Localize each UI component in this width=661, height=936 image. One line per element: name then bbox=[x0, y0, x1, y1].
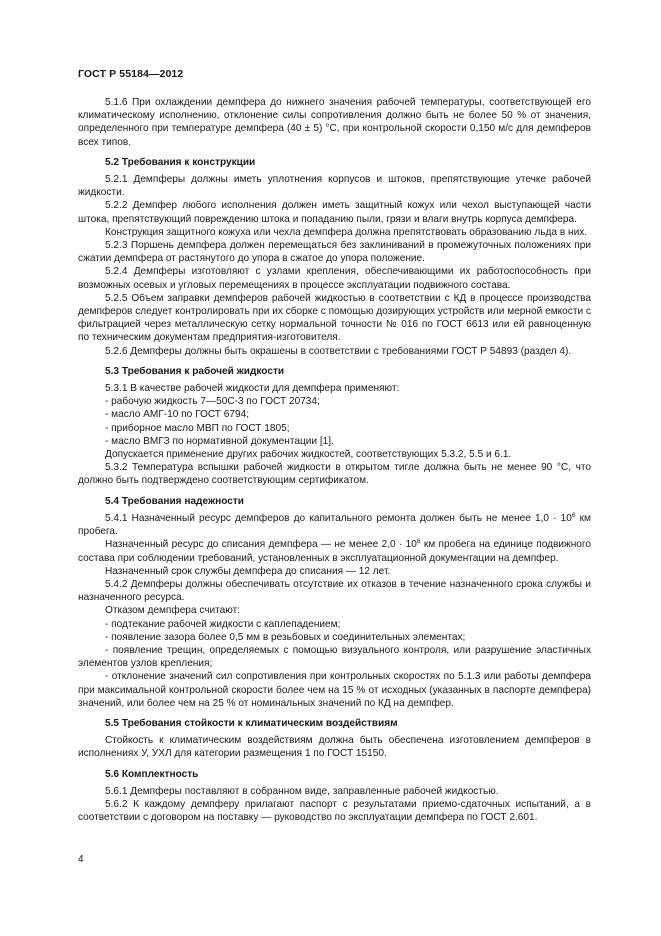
paragraph-5-2-6: 5.2.6 Демпферы должны быть окрашены в соответствии с требованиями ГОСТ Р 54893 (раздел 4). bbox=[105, 345, 572, 357]
list-item: - подтекание рабочей жидкости с каплепадением; bbox=[105, 618, 341, 630]
section-heading-5-6: 5.6 Комплектность bbox=[105, 768, 199, 780]
page-header: ГОСТ Р 55184—2012 bbox=[78, 68, 184, 80]
exponent: 6 bbox=[571, 511, 576, 519]
paragraph-5-3-1: 5.3.1 В качестве рабочей жидкости для демпфера применяют: bbox=[105, 383, 400, 395]
list-item: - появление зазора более 0,5 мм в резьбовых и соединительных элементах; bbox=[105, 631, 466, 643]
section-heading-5-4: 5.4 Требования надежности bbox=[105, 495, 244, 507]
page-body bbox=[78, 96, 591, 824]
section-heading-5-3: 5.3 Требования к рабочей жидкости bbox=[105, 365, 285, 377]
paragraph-5-4-1-service-life: Назначенный срок службы демпфера до списания — 12 лет. bbox=[105, 565, 391, 577]
list-item: - масло ВМГЗ по нормативной документации [1]. bbox=[105, 435, 334, 447]
paragraph-5-4-1-resource-end: км пробега на единице подвижного состава при соблюдении требований, установленных в эксплуатационной документации на демпфер. bbox=[78, 539, 591, 564]
list-item: - масло АМГ-10 по ГОСТ 6794; bbox=[105, 409, 250, 421]
paragraph-5-4-1-text: 5.4.1 Назначенный ресурс демпферов до капитального ремонта должен быть не менее 1,0 · 10 bbox=[105, 512, 572, 524]
list-item: - появление трещин, определяемых с помощью визуального контроля, или разрушение эластичных элементов узлов крепления; bbox=[78, 644, 591, 670]
paragraph-5-3-2: 5.3.2 Температура вспышки рабочей жидкости в открытом тигле должна быть не менее 90 °С, что должно быть подтверждено соответствующим сертификатом. bbox=[78, 462, 591, 487]
paragraph-5-4-1 bbox=[78, 512, 591, 538]
paragraph-5-2-2-cont: Конструкция защитного кожуха или чехла демпфера должна препятствовать образованию льда в них. bbox=[105, 226, 588, 238]
list-item: - рабочую жидкость 7—50С-3 по ГОСТ 20734; bbox=[105, 396, 320, 408]
exponent: 6 bbox=[416, 538, 421, 546]
paragraph-5-4-1-resource bbox=[78, 538, 591, 564]
paragraph-5-2-3: 5.2.3 Поршень демпфера должен перемещаться без заклиниваний в промежуточных положениях при сжатии демпфера от растянутого до упора в сжатое до упора положение. bbox=[78, 240, 591, 265]
paragraph-5-4-1-resource-text: Назначенный ресурс до списания демпфера — не менее 2,0 · 10 bbox=[105, 539, 417, 551]
paragraph-5-2-1: 5.2.1 Демпферы должны иметь уплотнения корпусов и штоков, препятствующие утечке рабочей жидкости. bbox=[78, 174, 591, 199]
section-heading-5-2: 5.2 Требования к конструкции bbox=[105, 156, 256, 168]
paragraph-5-4-1-end: км пробега. bbox=[78, 512, 591, 538]
paragraph-5-3-1-cont: Допускается применение других рабочих жидкостей, соответствующих 5.3.2, 5.5 и 6.1. bbox=[105, 449, 512, 461]
paragraph-5-1-6: 5.1.6 При охлаждении демпфера до нижнего значения рабочей температуры, соответствующей его климатическому исполнению, отклонение силы сопротивления должно быть не более 50 % от значения, определенного при температуре демпфера (40 ± 5) °С, при контрольной скорости 0,150 м/с для демпферов всех типов. bbox=[78, 97, 591, 148]
paragraph-5-6-2: 5.6.2 К каждому демпферу прилагают паспорт с результатами приемо-сдаточных испытаний, а в соответствии с договором на поставку — руководство по эксплуатации демпфера по ГОСТ 2.601. bbox=[78, 798, 591, 824]
paragraph-5-2-4: 5.2.4 Демпферы изготовляют с узлами крепления, обеспечивающими их работоспособность при возможных осевых и угловых перемещениях в процессе эксплуатации подвижного состава. bbox=[78, 266, 591, 291]
paragraph-5-4-2: 5.4.2 Демпферы должны обеспечивать отсутствие их отказов в течение назначенного срока службы и назначенного ресурса. bbox=[78, 578, 591, 604]
paragraph-5-6-1: 5.6.1 Демпферы поставляют в собранном виде, заправленные рабочей жидкостью. bbox=[105, 785, 499, 797]
paragraph-5-5: Стойкость к климатическим воздействиям должна быть обеспечена изготовлением демпферов в исполнениях У, УХЛ для категории размещения 1 по ГОСТ 15150. bbox=[78, 735, 591, 760]
list-item: - приборное масло МВП по ГОСТ 1805; bbox=[105, 422, 290, 434]
paragraph-5-4-2-cont: Отказом демпфера считают: bbox=[105, 605, 241, 617]
page-number: 4 bbox=[78, 854, 84, 865]
paragraph-5-2-5: 5.2.5 Объем заправки демпферов рабочей жидкостью в соответствии с КД в процессе производства демпферов следует контролировать при их сборке с помощью дозирующих устройств или мерной емкости с фильтрацией через металлическую сетку нормальной точности № 016 по ГОСТ 6613 или ей равноценную по техническим документам предприятия-изготовителя. bbox=[78, 292, 591, 344]
section-heading-5-5: 5.5 Требования стойкости к климатическим воздействиям bbox=[105, 717, 398, 729]
paragraph-5-2-2: 5.2.2 Демпфер любого исполнения должен иметь защитный кожух или чехол выступающей части штока, препятствующий повреждению штока и попаданию пыли, грязи и влаги внутрь корпуса демпфера. bbox=[78, 200, 591, 225]
list-item: - отклонение значений сил сопротивления при контрольных скоростях по 5.1.3 или работы демпфера при максимальной контрольной скорости более чем на 15 % от исходных (указанных в паспорте демпфера) значений, или более чем на 25 % от номинальных значений по КД на демпфер. bbox=[78, 671, 591, 709]
